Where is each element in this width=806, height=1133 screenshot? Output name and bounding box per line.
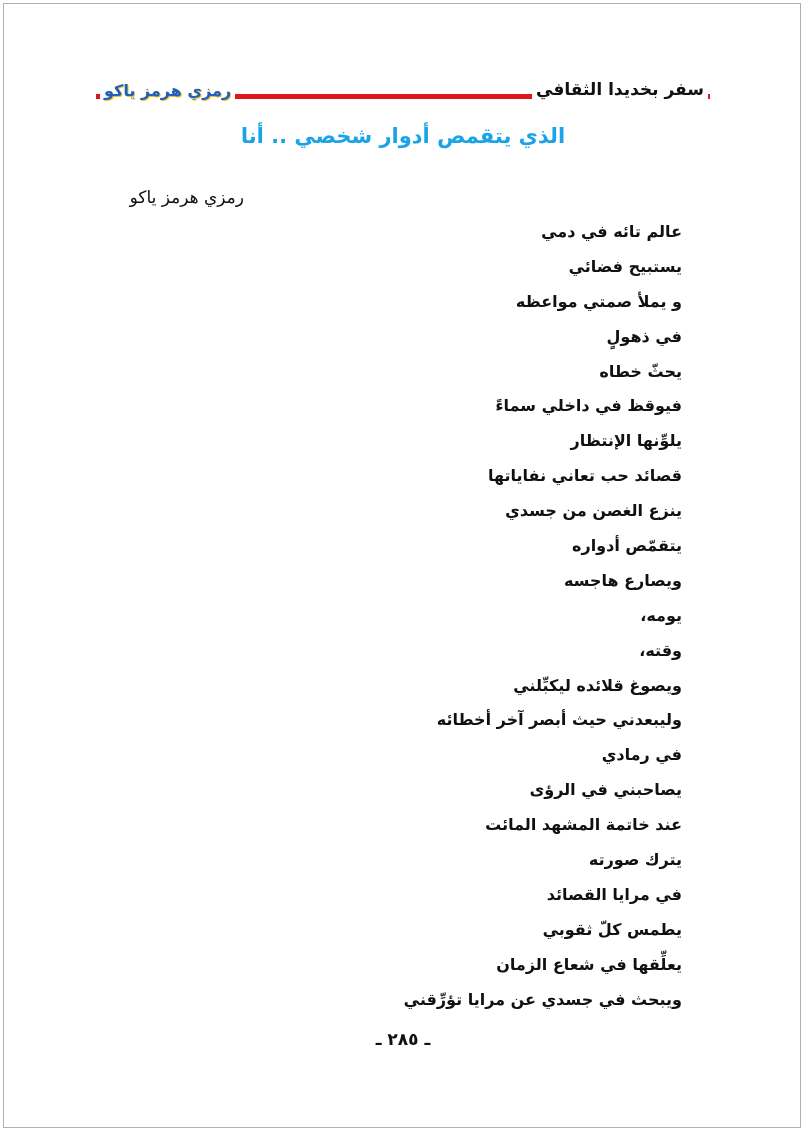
poem-line: ويصارع هاجسه (563, 570, 682, 590)
poem-line: يحثّ خطاه (599, 361, 682, 381)
page-number: ـ ٢٨٥ ـ (375, 1030, 431, 1050)
poem-line: يطمس كلّ ثقوبي (542, 919, 682, 939)
poem-line: يتقمّص أدواره (572, 536, 682, 556)
poem-line: في مرايا القصائد (546, 884, 682, 904)
header-author-tag: رمزي هرمز ياكو (100, 81, 235, 100)
poem-line: يستبيح فضائي (568, 256, 682, 276)
poem-line: فيوقظ في داخلي سماءً (495, 396, 682, 416)
poem-line: يلوِّنها الإنتظار (570, 431, 682, 451)
poem-line: يصاحبني في الرؤى (529, 780, 682, 800)
poem-line: ويبحث في جسدي عن مرايا تؤرِّقني (403, 989, 682, 1009)
header-series-title: سفر بخديدا الثقافي (532, 80, 708, 100)
poem-line: في رمادي (601, 745, 682, 765)
poem-body (262, 218, 682, 1020)
poem-line: قصائد حب تعاني نفاياتها (487, 466, 682, 486)
poem-line: عالم تائه في دمي (541, 222, 682, 241)
poem-author: رمزي هرمز ياكو (129, 188, 244, 208)
poem-line: وقته، (639, 640, 682, 660)
poem-line: ينزع الغصن من جسدي (505, 501, 682, 521)
poem-line: و يملأ صمتي مواعظه (515, 291, 682, 311)
running-header (96, 80, 710, 110)
poem-line: في ذهولٍ (606, 326, 682, 346)
poem-line: يعلِّقها في شعاع الزمان (496, 954, 682, 974)
poem-line: عند خاتمة المشهد المائت (485, 815, 682, 835)
poem-line: ويصوغ قلائده ليكبِّلني (513, 675, 682, 695)
poem-line: وليبعدني حيث أبصر آخر أخطائه (436, 710, 682, 730)
poem-title: الذي يتقمص أدوار شخصي .. أنا (240, 124, 566, 148)
poem-line: يومه، (640, 605, 682, 625)
poem-line: يترك صورته (588, 850, 682, 870)
